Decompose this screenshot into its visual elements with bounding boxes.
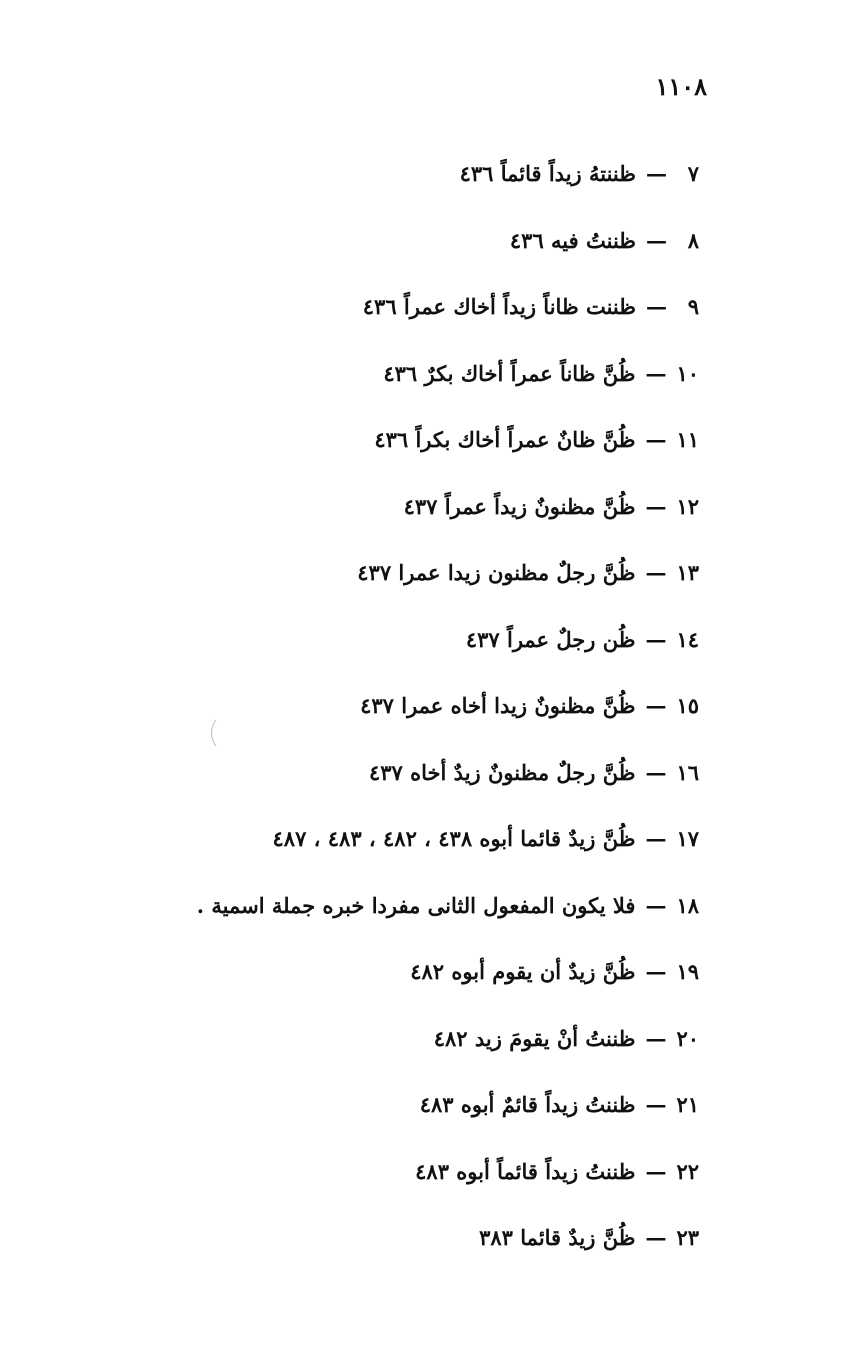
entry-dash: — [645,892,667,918]
index-entry [99,1015,699,1082]
entry-number: ١٧ [676,826,699,851]
index-entry [99,749,699,816]
entry-dash: — [645,427,667,452]
entry-text: ظُنَّ زيدٌ قائما أبوه ٤٣٨ ، ٤٨٢ ، ٤٨٣ ، ٤٨٧ [272,826,636,851]
index-entry [99,682,699,749]
entry-number: ١٣ [676,560,699,585]
entry-dash: — [645,1092,667,1117]
entry-dash: — [645,360,667,386]
entry-text: ظُنَّ ظاناً عمراً أخاك بكرٌ ٤٣٦ [383,360,636,386]
index-entry [99,1148,699,1215]
entry-number: ٢٢ [676,1158,699,1184]
entry-number: ٢١ [676,1092,699,1117]
entry-dash: — [645,693,667,718]
entry-text: ظُنَّ زيدٌ أن يقوم أبوه ٤٨٢ [410,959,636,984]
page-number: ١١٠٨ [655,72,707,101]
entry-number: ١١ [676,427,699,452]
entry-text: ظننت ظاناً زيداً أخاك عمراً ٤٣٦ [362,294,636,319]
entry-number: ١٩ [676,959,699,984]
entry-text: ظُنَّ ظانٌ عمراً أخاك بكراً ٤٣٦ [374,427,636,452]
entry-dash: — [645,1158,667,1184]
index-entry [99,1081,699,1148]
entry-dash: — [646,294,667,319]
index-entry [99,1214,699,1281]
index-entry [99,350,699,417]
entry-text: ظُنَّ زيدٌ قائما ٣٨٣ [479,1225,636,1250]
entry-text: ظننتُ زيداً قائماً أبوه ٤٨٣ [415,1158,636,1184]
index-entry [99,416,699,483]
index-entry [99,283,699,350]
entry-dash: — [645,626,667,652]
entry-number: ٢٠ [676,1025,699,1051]
entry-number: ١٨ [676,892,699,918]
entry-text: ظُنَّ مظنونٌ زيدا أخاه عمرا ٤٣٧ [360,693,636,718]
entry-text: ظننتُ فيه ٤٣٦ [509,227,636,253]
entry-dash: — [645,493,667,519]
index-entry [99,150,699,217]
entry-number: ٢٣ [676,1225,699,1250]
entry-dash: — [646,161,667,186]
margin-mark-decoration [208,718,218,748]
entry-dash: — [646,227,667,253]
entry-number: ١٠ [676,360,699,386]
entry-text: ظُنَّ رجلٌ مظنون زيدا عمرا ٤٣٧ [357,560,636,585]
entry-text: ظننتهُ زيداً قائماً ٤٣٦ [459,161,636,186]
entry-dash: — [645,826,667,851]
entry-dash: — [645,1225,667,1250]
entry-text: ظننتُ زيداً قائمٌ أبوه ٤٨٣ [419,1092,636,1117]
entry-dash: — [645,1025,667,1051]
index-entry [99,882,699,949]
index-entry [99,948,699,1015]
entry-number: ٨ [687,227,699,253]
index-entries [99,150,699,1281]
index-entry [99,483,699,550]
index-entry [99,217,699,284]
entry-number: ١٢ [676,493,699,519]
entry-dash: — [645,560,667,585]
entry-text: ظُن رجلٌ عمراً ٤٣٧ [465,626,636,652]
entry-text: فلا يكون المفعول الثانى مفردا خبره جملة اسمية . [196,892,636,918]
entry-dash: — [645,959,667,984]
entry-text: ظننتُ أنْ يقومَ زيد ٤٨٢ [433,1025,636,1051]
index-entry [99,616,699,683]
entry-number: ١٦ [676,759,699,785]
index-entry [99,549,699,616]
entry-number: ١٤ [676,626,699,652]
entry-text: ظُنَّ مظنونٌ زيداً عمراً ٤٣٧ [403,493,636,519]
entry-dash: — [645,759,667,785]
entry-number: ٩ [687,294,699,319]
entry-number: ١٥ [676,693,699,718]
entry-number: ٧ [687,161,699,186]
entry-text: ظُنَّ رجلٌ مظنونٌ زيدٌ أخاه ٤٣٧ [369,759,636,785]
index-entry [99,815,699,882]
